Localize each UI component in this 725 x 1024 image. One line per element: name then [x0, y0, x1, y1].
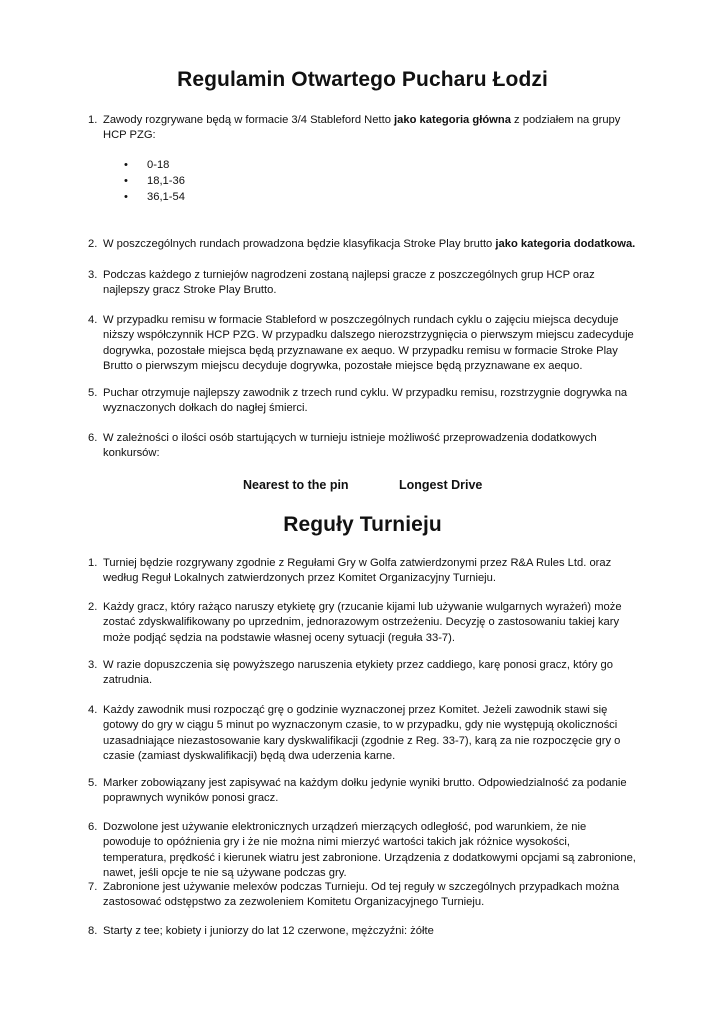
bullet-icon: •: [124, 174, 128, 187]
bullet-icon: •: [124, 190, 128, 203]
item-number: 1.: [88, 557, 98, 569]
item-number: 3.: [88, 659, 98, 671]
rule-item: [88, 386, 636, 417]
list-item: • 18,1-36: [124, 174, 185, 190]
item-text: W razie dopuszczenia się powyższego naruszenia etykiety przez caddiego, karę ponosi gracz, który go zatrudnia.: [103, 659, 613, 687]
item-number: 8.: [88, 925, 98, 937]
bullet-icon: •: [124, 159, 128, 171]
item-text: W zależności o ilości osób startujących w turnieju istnieje możliwość przeprowadzenia dodatkowych konkursów:: [103, 432, 597, 460]
item-number: 4.: [88, 314, 98, 326]
rule-item: [88, 431, 636, 462]
list-item: • 0-18: [124, 158, 185, 174]
item-number: 4.: [88, 704, 98, 716]
rule-item: [88, 658, 636, 689]
item-text: Starty z tee; kobiety i juniorzy do lat 12 czerwone, mężczyźni: żółte: [103, 925, 434, 937]
rule-item: [88, 776, 636, 807]
item-text: Dozwolone jest używanie elektronicznych urządzeń mierzących odległość, pod warunkiem, że nie powoduje to opóźnienia gry i że nie można nimi mierzyć wartości takich jak różnice wysokości, temperatura, prędkość i kierunek wiatru jest zabronione. Urządzenia z dodatkowymi opcjami są zabronione, nawet, jeśli opcje te nie są używane podczas gry.: [103, 821, 636, 880]
rule-item: [88, 313, 636, 375]
item-number: 7.: [88, 881, 98, 893]
item-text: Podczas każdego z turniejów nagrodzeni zostaną najlepsi gracze z poszczególnych grup HCP oraz najlepszy gracz Stroke Play Brutto.: [103, 269, 595, 297]
rule-item: [88, 703, 636, 765]
rule-item: [88, 600, 636, 646]
contest-longest-drive: Longest Drive: [399, 478, 483, 492]
item-number: 3.: [88, 269, 98, 281]
item-text: W przypadku remisu w formacie Stableford w poszczególnych rundach cyklu o zajęciu miejsca decyduje niższy współczynnik HCP PZG. W przypadku dalszego nierozstrzygnięcia o pierwszym miejscu zadecyduje dogrywka, pozostałe miejsca będą przyznawane ex aequo. W przypadku remisu w formacie Stroke Play Brutto o pierwszym miejscu decyduje dogrywka, pozostałe miejsce będą przyznawane ex aequo.: [103, 314, 634, 373]
item-number: 2.: [88, 238, 98, 250]
item-text: W poszczególnych rundach prowadzona będzie klasyfikacja Stroke Play brutto jako kategoria dodatkowa.: [103, 238, 636, 250]
item-number: 2.: [88, 601, 98, 613]
item-number: 6.: [88, 432, 98, 444]
rule-item: [88, 237, 636, 252]
item-number: 6.: [88, 821, 98, 833]
item-number: 5.: [88, 777, 98, 789]
item-text: Zawody rozgrywane będą w formacie 3/4 Stableford Netto jako kategoria główna z podziałem na grupy HCP PZG:: [103, 114, 621, 142]
document-title: Regulamin Otwartego Pucharu Łodzi: [177, 68, 548, 91]
item-text: Każdy gracz, który rażąco naruszy etykietę gry (rzucanie kijami lub używanie wulgarnych wyrażeń) może zostać zdyskwalifikowany po uprzednim, jednorazowym ostrzeżeniu. Decyzję o zastosowaniu takiej kary może podjąć sędzia na podstawie własnej oceny sytuacji (reguła 33-7).: [103, 601, 622, 644]
rule-item: [88, 880, 636, 911]
hcp-group-list: [124, 158, 185, 205]
rule-item: [88, 268, 636, 299]
item-text: Turniej będzie rozgrywany zgodnie z Regułami Gry w Golfa zatwierdzonymi przez R&A Rules Ltd. oraz według Reguł Lokalnych zatwierdzonych przez Komitet Organizacyjny Turnieju.: [103, 557, 612, 585]
item-text: Każdy zawodnik musi rozpocząć grę o godzinie wyznaczonej przez Komitet. Jeżeli zawodnik stawi się gotowy do gry w ciągu 5 minut po wyznaczonym czasie, to w przypadku, gdy nie występują okoliczności uzasadniające niezastosowanie kary dyskwalifikacji (zgodnie z Reg. 33-7), karą za nie rozpoczęcie gry o czasie (zamiast dyskwalifikacji) będą dwa uderzenia karne.: [103, 704, 621, 763]
rule-item: [88, 556, 636, 587]
section-title-tournament-rules: Reguły Turnieju: [283, 513, 442, 536]
contest-nearest-to-pin: Nearest to the pin: [243, 478, 349, 492]
item-text: Puchar otrzymuje najlepszy zawodnik z trzech rund cyklu. W przypadku remisu, rozstrzygnie dogrywka na wyznaczonych dołkach do nagłej śmierci.: [103, 387, 628, 415]
item-number: 1.: [88, 114, 98, 126]
list-item: • 36,1-54: [124, 190, 185, 206]
rule-item: [88, 113, 636, 144]
rule-item: [88, 924, 636, 939]
item-text: Marker zobowiązany jest zapisywać na każdym dołku jedynie wyniki brutto. Odpowiedzialność za podanie poprawnych wyników ponosi gracz.: [103, 777, 627, 805]
item-number: 5.: [88, 387, 98, 399]
item-text: Zabronione jest używanie melexów podczas Turnieju. Od tej reguły w szczególnych przypadkach można zastosować odstępstwo za zezwoleniem Komitetu Organizacyjnego Turnieju.: [103, 881, 620, 909]
rule-item: [88, 820, 636, 882]
